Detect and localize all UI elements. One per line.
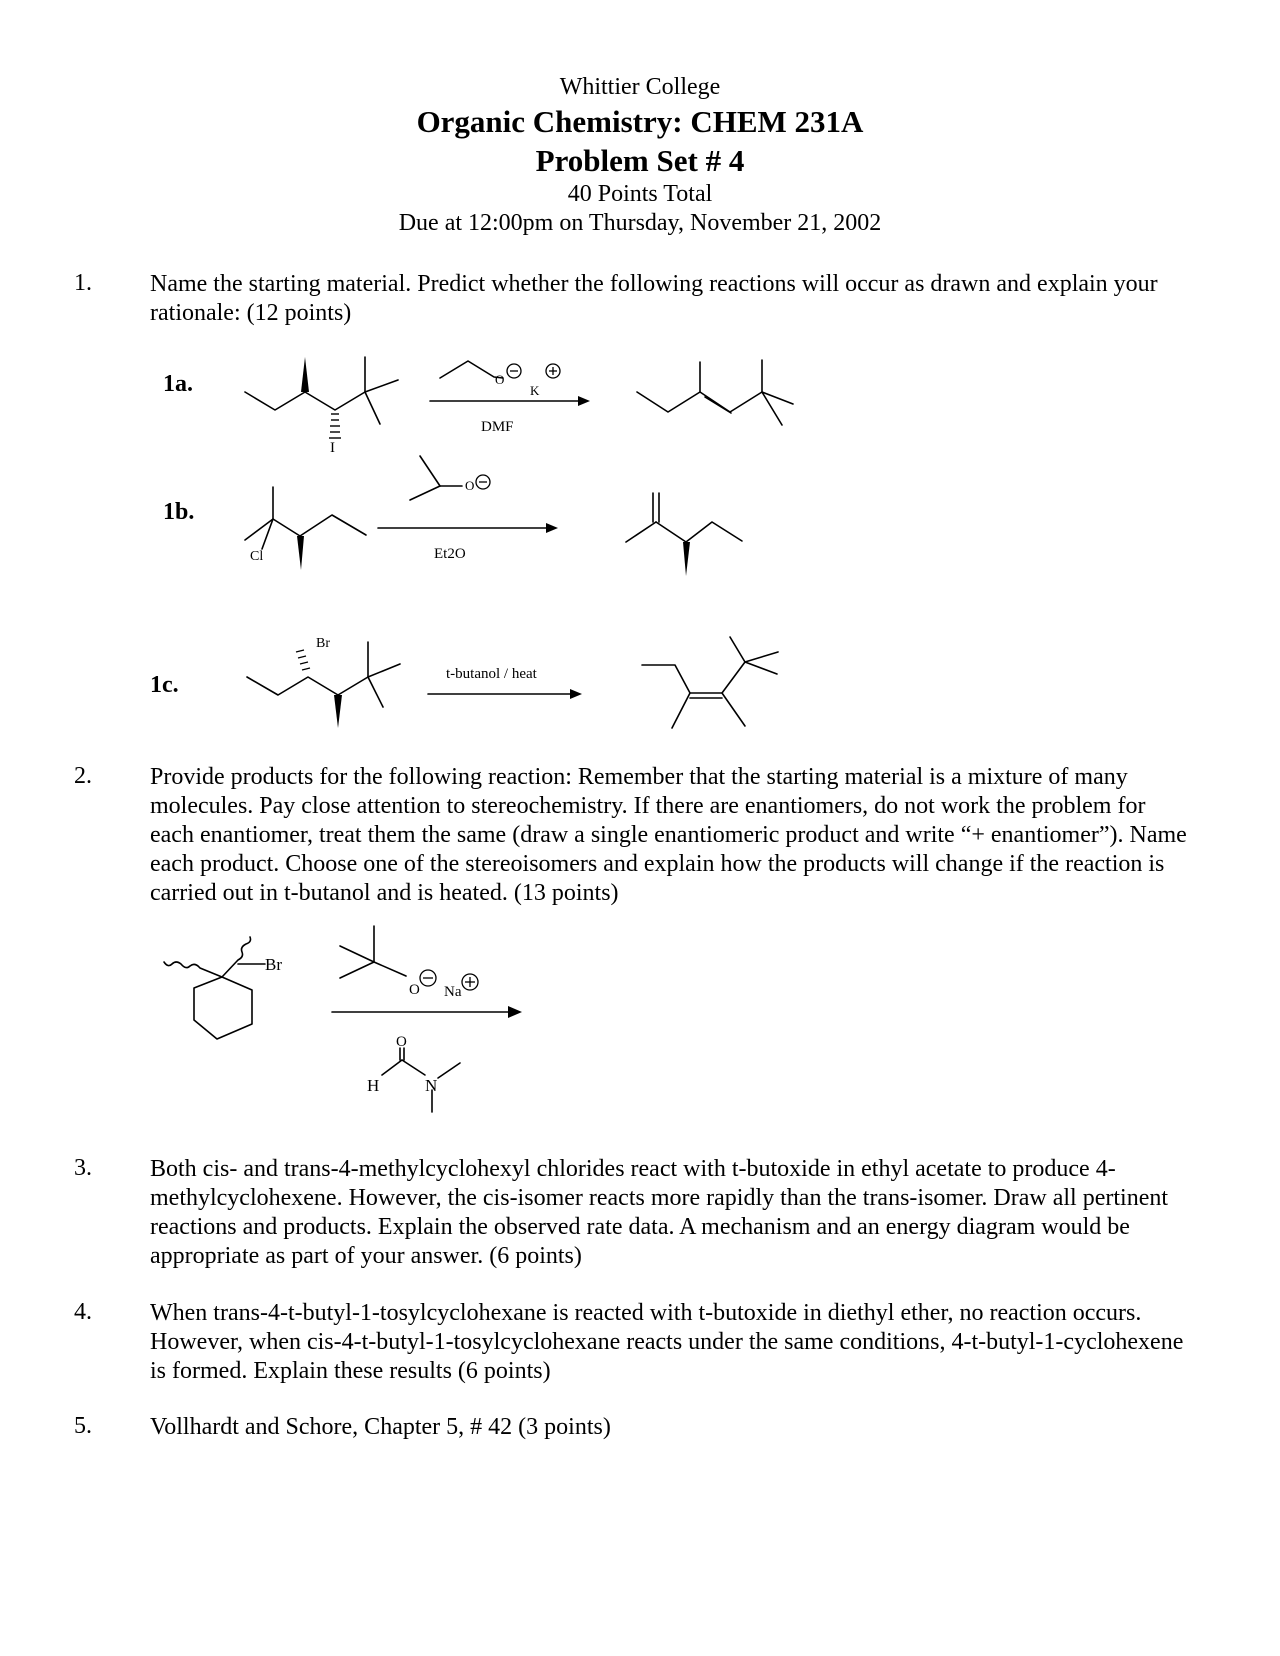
question-4-text: When trans-4-t-butyl-1-tosylcyclohexane is reacted with t-butoxide in diethyl ether, no reaction occurs. However, when cis-4-t-butyl-1-tosylcyclohexane reacts under the same conditions, 4-t-butyl-1-cyclohexene is formed. Explain these results (6 points) (150, 1300, 1184, 1384)
reaction-1b-label: 1b. (163, 499, 195, 525)
reaction-1a-solvent: DMF (481, 419, 514, 435)
reaction-2-dmf-nitrogen-label: N (425, 1076, 438, 1095)
due-date: Due at 12:00pm on Thursday, November 21, 2002 (398, 210, 882, 236)
reaction-1c-condition: t-butanol / heat (446, 666, 537, 682)
reaction-1a-potassium-label: K (530, 383, 540, 398)
reaction-1c-label: 1c. (150, 672, 179, 698)
reaction-1b-solvent: Et2O (434, 546, 466, 562)
reaction-1a-iodine-label: I (330, 440, 335, 456)
question-3-text: Both cis- and trans-4-methylcyclohexyl chlorides react with t-butoxide in ethyl acetate to produce 4-methylcyclohexene. However, the cis-isomer reacts more rapidly than the trans-isomer. Draw all pertinent reactions and products. Explain the observed rate data. A mechanism and an energy diagram would be appropriate as part of your answer. (6 points) (150, 1156, 1169, 1269)
course-title: Organic Chemistry: CHEM 231A (416, 104, 864, 139)
question-2-number: 2. (74, 763, 92, 789)
points-total: 40 Points Total (567, 181, 713, 207)
reaction-1b-chlorine-label: Cl (250, 549, 264, 564)
problem-set-title: Problem Set # 4 (535, 143, 745, 178)
question-5-text: Vollhardt and Schore, Chapter 5, # 42 (3 points) (150, 1414, 611, 1440)
reaction-2-bromine-label: Br (265, 955, 282, 974)
question-4-number: 4. (74, 1299, 92, 1325)
question-3-number: 3. (74, 1155, 92, 1181)
reaction-1a-label: 1a. (163, 371, 193, 397)
reaction-2-sodium-label: Na (444, 984, 462, 1000)
question-5-number: 5. (74, 1413, 92, 1439)
reaction-2-oxygen-label: O (409, 982, 420, 998)
question-2-text: Provide products for the following reaction: Remember that the starting material is a mixture of many molecules. Pay close attention to stereochemistry. If there are enantiomers, do not work the problem for each enantiomer, treat them the same (draw a single enantiomeric product and write “+ enantiomer”). Name each product. Choose one of the stereoisomers and explain how the products will change if the reaction is carried out in t-butanol and is heated. (13 points) (150, 764, 1187, 906)
reaction-1a-oxygen-label: O (495, 372, 505, 387)
reaction-2-dmf-oxygen-label: O (396, 1034, 407, 1050)
cyclopentane-ring (194, 977, 252, 1039)
question-1-text: Name the starting material. Predict whether the following reactions will occur as drawn and explain your rationale: (12 points) (150, 271, 1158, 326)
school-name: Whittier College (559, 74, 721, 100)
reaction-1b-oxygen-label: O (465, 478, 475, 493)
question-1-number: 1. (74, 270, 92, 296)
reaction-2-dmf-hydrogen-label: H (367, 1076, 380, 1095)
reaction-1c-bromine-label: Br (316, 636, 330, 651)
